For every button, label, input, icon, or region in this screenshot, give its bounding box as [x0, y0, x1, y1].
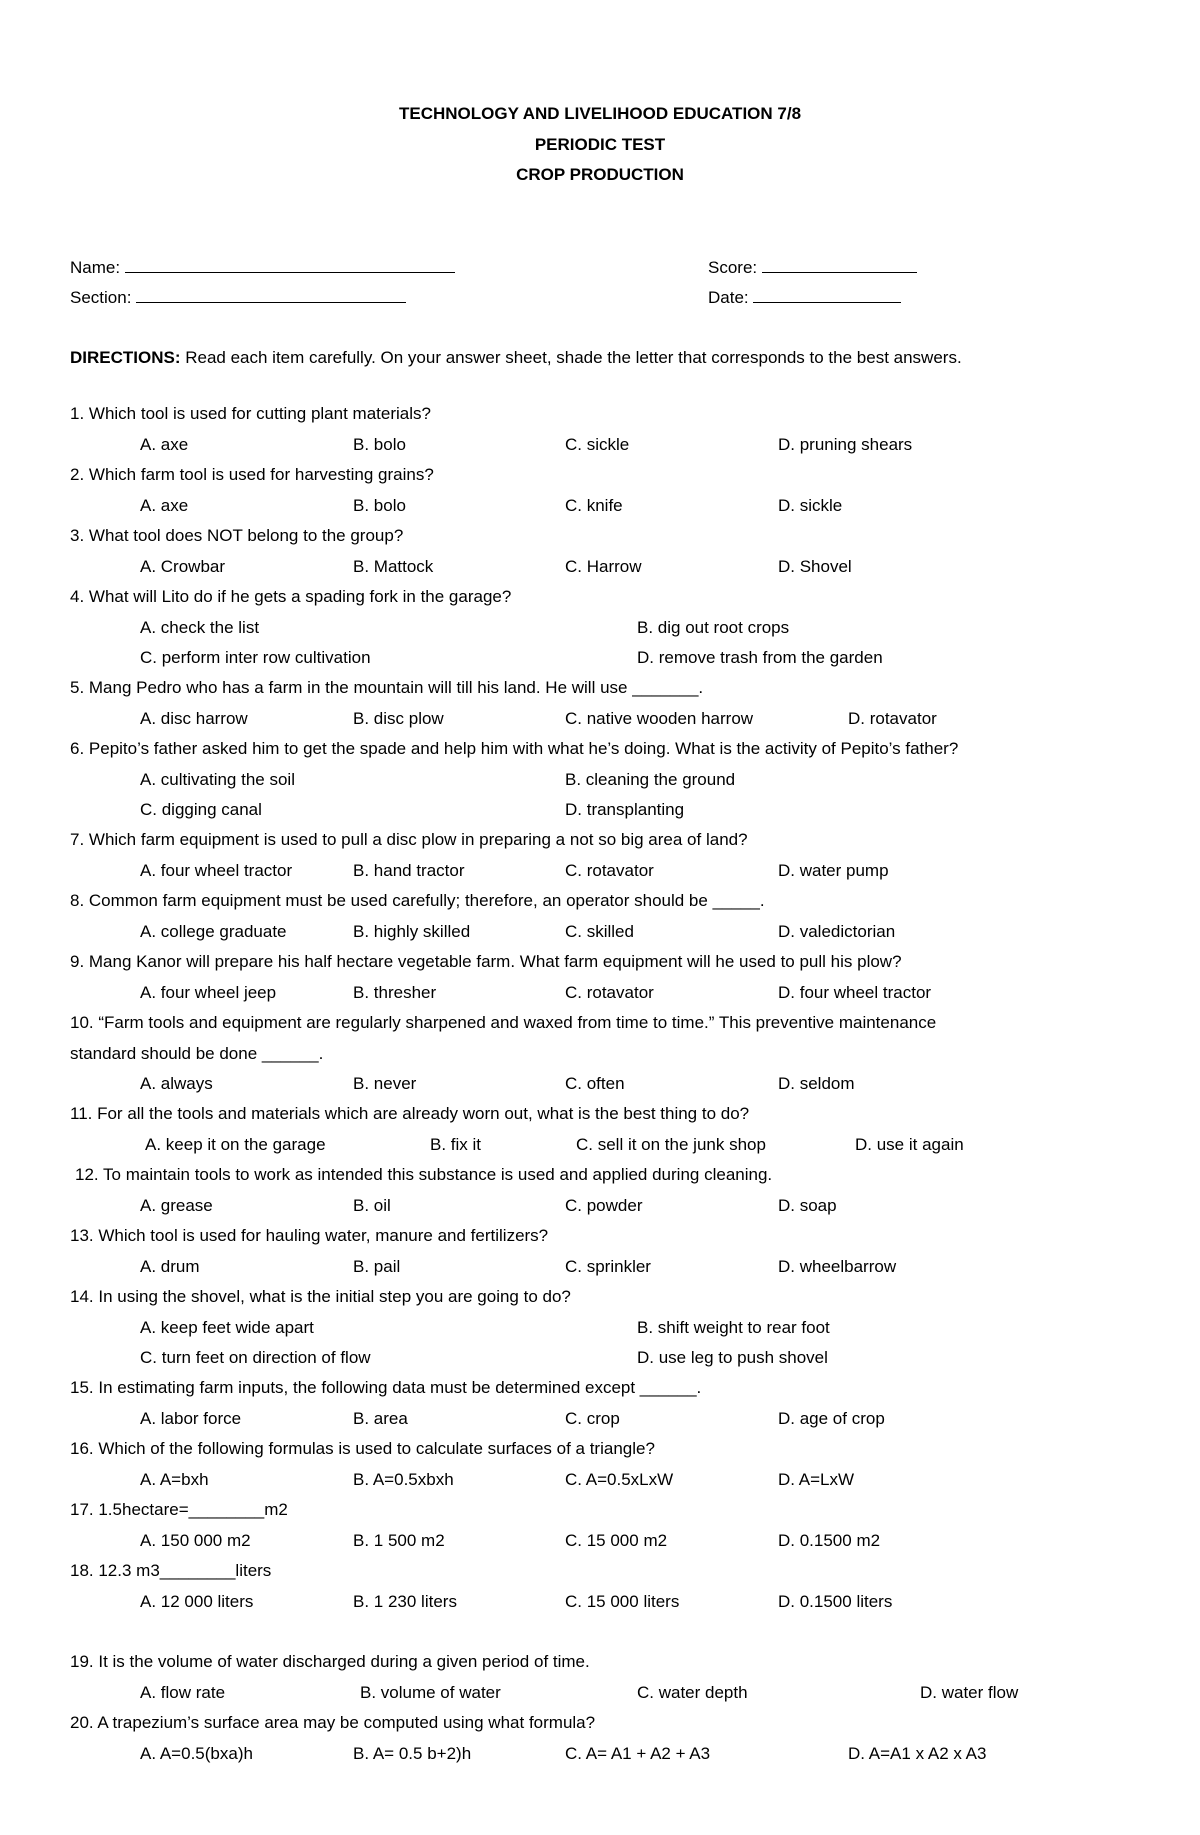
q3-option-d[interactable]: D. Shovel: [778, 557, 852, 576]
q6-option-c[interactable]: C. digging canal: [140, 800, 262, 819]
q4-option-c[interactable]: C. perform inter row cultivation: [140, 648, 371, 667]
q9-option-a[interactable]: A. four wheel jeep: [140, 983, 277, 1002]
section-label: Section:: [70, 288, 132, 307]
directions-text: Read each item carefully. On your answer sheet, shade the letter that corresponds to the best answers.: [185, 348, 962, 367]
q6-option-a[interactable]: A. cultivating the soil: [140, 770, 295, 789]
question-4: 4. What will Lito do if he gets a spading fork in the garage?: [70, 587, 512, 606]
q12-option-a[interactable]: A. grease: [140, 1196, 213, 1215]
question-12: 12. To maintain tools to work as intended this substance is used and applied during cleaning.: [75, 1165, 773, 1184]
q7-option-d[interactable]: D. water pump: [778, 861, 889, 880]
date-blank[interactable]: [753, 288, 901, 303]
question-9: 9. Mang Kanor will prepare his half hectare vegetable farm. What farm equipment will he used to pull his plow?: [70, 952, 902, 971]
q12-option-b[interactable]: B. oil: [353, 1196, 391, 1215]
q6-option-b[interactable]: B. cleaning the ground: [565, 770, 736, 789]
q5-option-b[interactable]: B. disc plow: [353, 709, 444, 728]
q20-option-c[interactable]: C. A= A1 + A2 + A3: [565, 1744, 711, 1763]
q8-option-c[interactable]: C. skilled: [565, 922, 634, 941]
question-10: 10. “Farm tools and equipment are regularly sharpened and waxed from time to time.” This preventive maintenance: [70, 1013, 937, 1032]
q2-option-b[interactable]: B. bolo: [353, 496, 406, 515]
q17-option-a[interactable]: A. 150 000 m2: [140, 1531, 251, 1550]
document-subject: CROP PRODUCTION: [516, 165, 684, 184]
name-field: [70, 258, 455, 278]
q16-option-d[interactable]: D. A=LxW: [778, 1470, 855, 1489]
question-11: 11. For all the tools and materials which are already worn out, what is the best thing to do?: [70, 1104, 750, 1123]
q12-option-c[interactable]: C. powder: [565, 1196, 643, 1215]
q10-option-a[interactable]: A. always: [140, 1074, 213, 1093]
question-6: 6. Pepito’s father asked him to get the spade and help him with what he’s doing. What is the activity of Pepito’s father?: [70, 739, 959, 758]
q11-option-d[interactable]: D. use it again: [855, 1135, 964, 1154]
q10-option-c[interactable]: C. often: [565, 1074, 625, 1093]
question-17: 17. 1.5hectare=________m2: [70, 1500, 288, 1519]
question-1: 1. Which tool is used for cutting plant materials?: [70, 404, 431, 423]
question-2: 2. Which farm tool is used for harvesting grains?: [70, 465, 434, 484]
q19-option-c[interactable]: C. water depth: [637, 1683, 748, 1702]
q9-option-b[interactable]: B. thresher: [353, 983, 437, 1002]
q2-option-d[interactable]: D. sickle: [778, 496, 843, 515]
q9-option-d[interactable]: D. four wheel tractor: [778, 983, 932, 1002]
q10-option-d[interactable]: D. seldom: [778, 1074, 855, 1093]
q14-option-d[interactable]: D. use leg to push shovel: [637, 1348, 828, 1367]
q13-option-d[interactable]: D. wheelbarrow: [778, 1257, 897, 1276]
q6-option-d[interactable]: D. transplanting: [565, 800, 685, 819]
q9-option-c[interactable]: C. rotavator: [565, 983, 654, 1002]
q15-option-a[interactable]: A. labor force: [140, 1409, 242, 1428]
q5-option-a[interactable]: A. disc harrow: [140, 709, 248, 728]
q17-option-b[interactable]: B. 1 500 m2: [353, 1531, 445, 1550]
q3-option-b[interactable]: B. Mattock: [353, 557, 434, 576]
q11-option-c[interactable]: C. sell it on the junk shop: [576, 1135, 766, 1154]
q8-option-a[interactable]: A. college graduate: [140, 922, 287, 941]
q13-option-b[interactable]: B. pail: [353, 1257, 401, 1276]
question-10-continued: standard should be done ______.: [70, 1044, 324, 1063]
q18-option-a[interactable]: A. 12 000 liters: [140, 1592, 254, 1611]
q13-option-c[interactable]: C. sprinkler: [565, 1257, 651, 1276]
q8-option-d[interactable]: D. valedictorian: [778, 922, 896, 941]
question-16: 16. Which of the following formulas is used to calculate surfaces of a triangle?: [70, 1439, 655, 1458]
question-7: 7. Which farm equipment is used to pull a disc plow in preparing a not so big area of land?: [70, 830, 748, 849]
q20-option-d[interactable]: D. A=A1 x A2 x A3: [848, 1744, 987, 1763]
question-13: 13. Which tool is used for hauling water, manure and fertilizers?: [70, 1226, 549, 1245]
question-3: 3. What tool does NOT belong to the group?: [70, 526, 404, 545]
date-field: [708, 288, 901, 308]
q16-option-a[interactable]: A. A=bxh: [140, 1470, 209, 1489]
section-field: [70, 288, 406, 308]
q1-option-b[interactable]: B. bolo: [353, 435, 406, 454]
q17-option-c[interactable]: C. 15 000 m2: [565, 1531, 668, 1550]
q20-option-b[interactable]: B. A= 0.5 b+2)h: [353, 1744, 472, 1763]
q4-option-b[interactable]: B. dig out root crops: [637, 618, 790, 637]
question-18: 18. 12.3 m3________liters: [70, 1561, 272, 1580]
score-label: Score:: [708, 258, 758, 277]
q13-option-a[interactable]: A. drum: [140, 1257, 200, 1276]
q18-option-d[interactable]: D. 0.1500 liters: [778, 1592, 893, 1611]
q15-option-b[interactable]: B. area: [353, 1409, 408, 1428]
question-20: 20. A trapezium’s surface area may be computed using what formula?: [70, 1713, 596, 1732]
q15-option-c[interactable]: C. crop: [565, 1409, 620, 1428]
score-blank[interactable]: [762, 258, 917, 273]
document-subtitle: PERIODIC TEST: [534, 135, 666, 154]
q14-option-a[interactable]: A. keep feet wide apart: [140, 1318, 314, 1337]
section-blank[interactable]: [136, 288, 406, 303]
q19-option-a[interactable]: A. flow rate: [140, 1683, 226, 1702]
q2-option-c[interactable]: C. knife: [565, 496, 623, 515]
q4-option-d[interactable]: D. remove trash from the garden: [637, 648, 883, 667]
q4-option-a[interactable]: A. check the list: [140, 618, 260, 637]
q11-option-b[interactable]: B. fix it: [430, 1135, 482, 1154]
q18-option-b[interactable]: B. 1 230 liters: [353, 1592, 457, 1611]
question-5: 5. Mang Pedro who has a farm in the mountain will till his land. He will use _______.: [70, 678, 704, 697]
q11-option-a[interactable]: A. keep it on the garage: [145, 1135, 326, 1154]
q18-option-c[interactable]: C. 15 000 liters: [565, 1592, 680, 1611]
q20-option-a[interactable]: A. A=0.5(bxa)h: [140, 1744, 253, 1763]
q19-option-d[interactable]: D. water flow: [920, 1683, 1019, 1702]
q2-option-a[interactable]: A. axe: [140, 496, 189, 515]
q1-option-d[interactable]: D. pruning shears: [778, 435, 913, 454]
q14-option-b[interactable]: B. shift weight to rear foot: [637, 1318, 830, 1337]
q14-option-c[interactable]: C. turn feet on direction of flow: [140, 1348, 371, 1367]
q7-option-a[interactable]: A. four wheel tractor: [140, 861, 293, 880]
q15-option-d[interactable]: D. age of crop: [778, 1409, 885, 1428]
date-label: Date:: [708, 288, 749, 307]
score-field: [708, 258, 917, 278]
question-15: 15. In estimating farm inputs, the following data must be determined except ______.: [70, 1378, 702, 1397]
q1-option-a[interactable]: A. axe: [140, 435, 189, 454]
q1-option-c[interactable]: C. sickle: [565, 435, 630, 454]
name-label: Name:: [70, 258, 121, 277]
directions: [70, 348, 962, 368]
q5-option-d[interactable]: D. rotavator: [848, 709, 937, 728]
q5-option-c[interactable]: C. native wooden harrow: [565, 709, 754, 728]
q16-option-b[interactable]: B. A=0.5xbxh: [353, 1470, 454, 1489]
question-8: 8. Common farm equipment must be used carefully; therefore, an operator should be _____.: [70, 891, 765, 910]
name-blank[interactable]: [125, 258, 455, 273]
document-title: TECHNOLOGY AND LIVELIHOOD EDUCATION 7/8: [398, 104, 802, 123]
question-19: 19. It is the volume of water discharged during a given period of time.: [70, 1652, 590, 1671]
q12-option-d[interactable]: D. soap: [778, 1196, 837, 1215]
directions-label: DIRECTIONS:: [70, 348, 181, 367]
q3-option-a[interactable]: A. Crowbar: [140, 557, 226, 576]
q19-option-b[interactable]: B. volume of water: [360, 1683, 501, 1702]
q10-option-b[interactable]: B. never: [353, 1074, 417, 1093]
q7-option-b[interactable]: B. hand tractor: [353, 861, 465, 880]
q3-option-c[interactable]: C. Harrow: [565, 557, 642, 576]
q17-option-d[interactable]: D. 0.1500 m2: [778, 1531, 881, 1550]
q8-option-b[interactable]: B. highly skilled: [353, 922, 471, 941]
question-14: 14. In using the shovel, what is the initial step you are going to do?: [70, 1287, 571, 1306]
q7-option-c[interactable]: C. rotavator: [565, 861, 654, 880]
q16-option-c[interactable]: C. A=0.5xLxW: [565, 1470, 674, 1489]
